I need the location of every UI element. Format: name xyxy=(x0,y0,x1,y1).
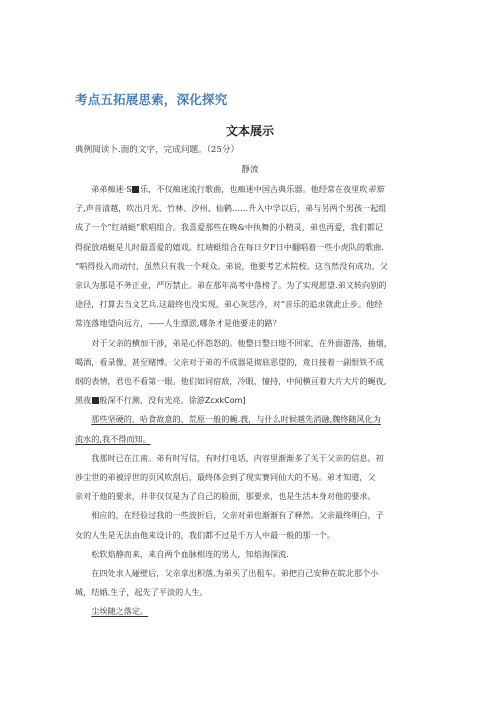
text-heading: 文本展示 xyxy=(225,124,274,138)
paragraph-line: 女的人生是无法由他来设计的，我们都不过是千万人中最一般的那一个。 xyxy=(75,529,336,540)
paragraph-line: 相应的，在经验过我的一些波折后，父亲对弟也渐渐有了释然。父亲最终明白，子 xyxy=(91,510,384,521)
paragraph-line: 黑夜 般深不行测，没有光亮。徐游ZcxkCom] xyxy=(75,395,246,406)
story-paragraph xyxy=(75,410,430,448)
paragraph-line: 那些坚硬的、哈食故意的、荒原一般的蝇.莪，与什么时候越先消融,魏终随风化为 xyxy=(91,414,381,425)
story-title: 静流 xyxy=(241,165,259,175)
story-paragraph xyxy=(75,334,430,411)
paragraph-line: 成了一个“红靖蜓”歌唱组合。我喜爱那些在晚&中执舞的小精灵，弟也再爱，我们都记 xyxy=(75,222,384,233)
paragraph-line: 我那时已在江南。弟有时写信，有时打电话，内容里渐渐多了关于父亲的信息。初 xyxy=(91,452,384,463)
paragraph-line: 弟弟痴迷·S 乐，不仅痴迷流行歌曲，也痴迷中国古典乐器。他经常在夜里吹弟笳 xyxy=(91,184,384,194)
paragraph-line: 子,声音清越，吹出月光、竹林、汐州、仙鹤……升入中学以后，弟与另两个男孩一起组 xyxy=(75,203,387,214)
story-paragraph xyxy=(75,564,430,602)
paragraph-line: “唱得投入而动忖，虽然只有我一个观众。弟说，他要考艺术院校。这当然没有成功，父 xyxy=(75,260,388,271)
paragraph-line: 松软焰静而来，来自两个血脉相连的男人，知焰海深流. xyxy=(91,548,289,559)
story-paragraph xyxy=(75,506,430,544)
story-paragraph xyxy=(75,602,430,621)
paragraph-line: 喝酒，看录像，甚至赌博。父亲对于弟的不成器是彻底恶望的，竟日接着一副恨铁不成 xyxy=(75,356,384,367)
paragraph-line: 尘埃随之落定。 xyxy=(91,606,149,617)
story-paragraph xyxy=(75,180,430,334)
section-title: 考点五拓展思索，深化探究 xyxy=(75,92,228,107)
paragraph-line: 城，结婚.生子，起先了平淡的人生。 xyxy=(75,587,208,598)
paragraph-line: 在四处求人碰壁后，父亲拿出积落,为弟买了出租车。弟把自己安种在皖北那个小 xyxy=(91,568,379,579)
paragraph-line: 得捉放靖蜓是儿时最喜爱的嬉戏。红靖蜓组合在每日夕F日中翻唱着一些小虎队的歌曲. xyxy=(75,241,384,252)
redacted-glyph-icon xyxy=(132,186,139,193)
story-paragraph xyxy=(75,545,430,564)
paragraph-line: 流水的,我不得而知。 xyxy=(75,433,151,444)
story-paragraph xyxy=(75,449,430,507)
story-body xyxy=(75,180,430,622)
paragraph-line: 纲的表情，君也不看第一眼。他们如同宿敌，冷眼，憧持，中间横亘着大片大片的蝇夜, xyxy=(75,376,387,387)
paragraph-line: 亲对于他的要求，并非仅仅是为了自己的脸面，那要求，也是生活本身对他的要求。 xyxy=(75,491,376,502)
paragraph-line: 涉尘世的弟被浮世的页风吹刮后，最终体会到了现实赛同仙大的不易。弟才知道，父 xyxy=(75,472,376,483)
paragraph-line: 亲认为那是不务正业，严厉禁止。弟在那年高考中落榜了。为了实现愿望.弟又转向别的 xyxy=(75,280,387,291)
redacted-glyph-icon xyxy=(92,397,99,404)
paragraph-line: 常连落地望向远方，——人生漂淤,哪条才是他要走的路？ xyxy=(75,318,281,329)
question-instruction: 典例阅读卜.面的文字，完成问题。（25分） xyxy=(75,145,240,155)
paragraph-line: 对于父亲的横加干涉，弟是心怀怨怒的。他整日整日地不回家，在外面游荡，抽烟， xyxy=(91,337,392,348)
paragraph-line: 途径，打算去当文艺兵.这最终也没实现。弟心灰恁冷，对“音乐的追求就此止步。他经 xyxy=(75,299,383,310)
